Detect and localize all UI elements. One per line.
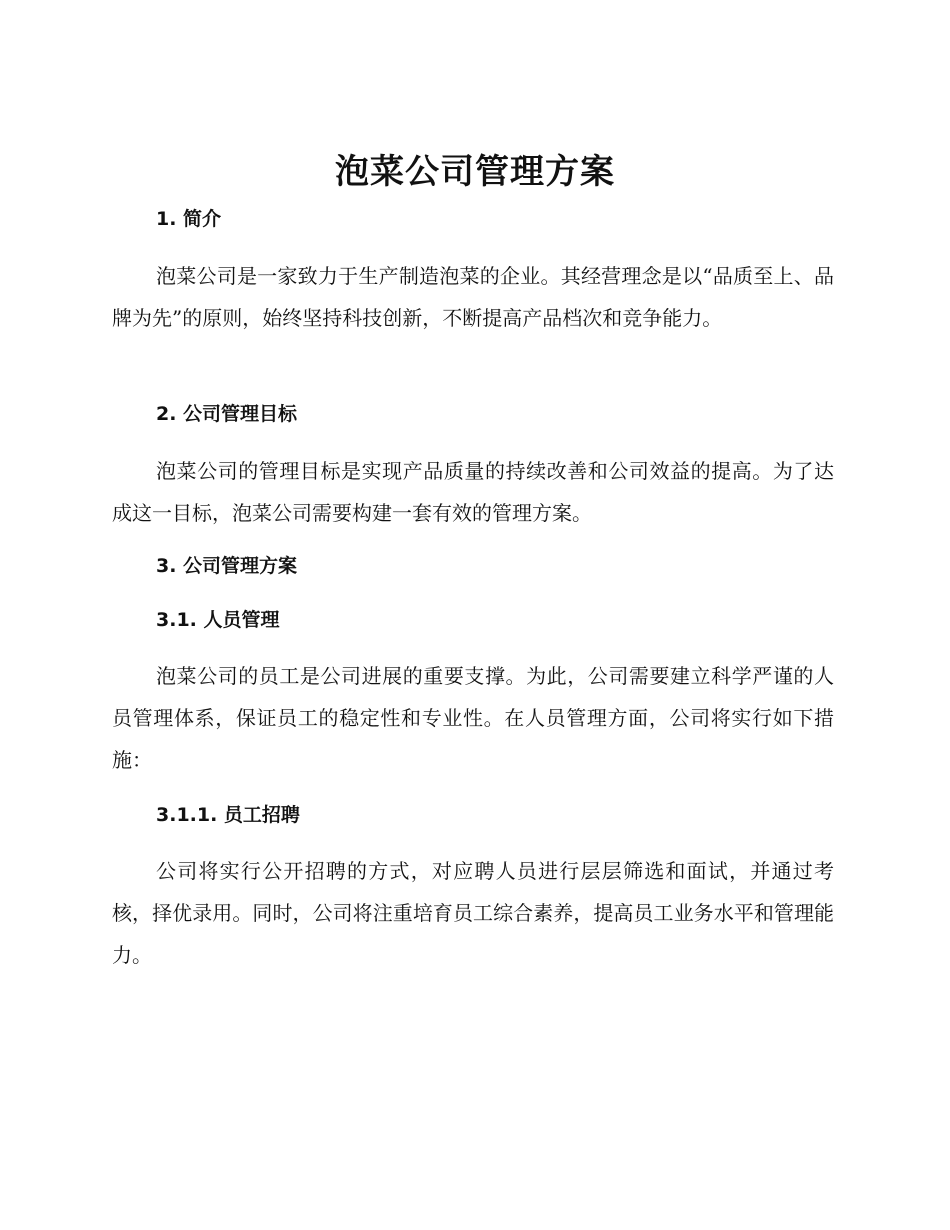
section-heading-management-goals: 2. 公司管理目标 [156, 403, 298, 425]
section-paragraph-management-goals: 泡菜公司的管理目标是实现产品质量的持续改善和公司效益的提高。为了达成这一目标，泡菜公司需要构建一套有效的管理方案。 [112, 459, 834, 525]
section-paragraph-intro: 泡菜公司是一家致力于生产制造泡菜的企业。其经营理念是以“品质至上、品牌为先”的原则，始终坚持科技创新，不断提高产品档次和竞争能力。 [112, 264, 834, 330]
section-heading-personnel-management: 3.1. 人员管理 [156, 609, 280, 631]
section-heading-employee-recruitment: 3.1.1. 员工招聘 [156, 804, 300, 826]
section-heading-management-plan: 3. 公司管理方案 [156, 555, 298, 577]
section-paragraph-employee-recruitment: 公司将实行公开招聘的方式，对应聘人员进行层层筛选和面试，并通过考核，择优录用。同时，公司将注重培育员工综合素养，提高员工业务水平和管理能力。 [112, 859, 834, 967]
document-title: 泡菜公司管理方案 [335, 152, 615, 192]
section-paragraph-personnel-management: 泡菜公司的员工是公司进展的重要支撑。为此，公司需要建立科学严谨的人员管理体系，保证员工的稳定性和专业性。在人员管理方面，公司将实行如下措施： [112, 664, 834, 772]
section-heading-intro: 1. 简介 [156, 208, 222, 230]
